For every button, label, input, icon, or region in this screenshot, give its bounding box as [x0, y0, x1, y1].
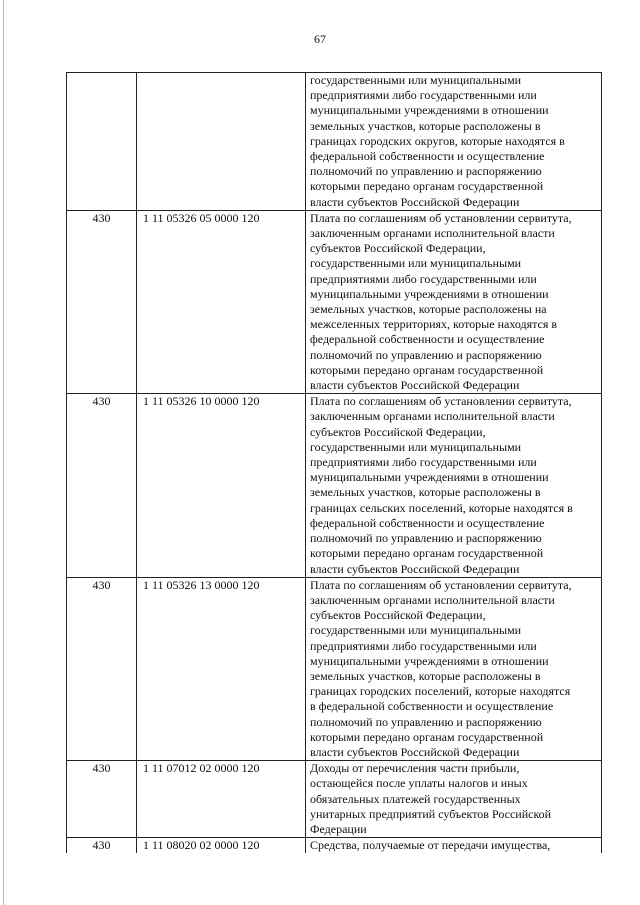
- kbk-code-cell: [137, 73, 306, 211]
- revenue-name-line: Плата по соглашениям об установлении сервитута,: [310, 394, 572, 409]
- revenue-name-line: власти субъектов Российской Федерации: [310, 744, 520, 759]
- revenue-name-line: которыми передано органам государственной: [310, 362, 544, 377]
- revenue-name-line: границах сельских поселений, которые находятся в: [310, 500, 573, 515]
- admin-code-cell: 430: [67, 577, 137, 760]
- revenue-name-line: Доходы от перечисления части прибыли,: [310, 761, 520, 776]
- revenue-name-line: полномочий по управлению и распоряжению: [310, 531, 542, 546]
- revenue-name-line: заключенным органами исполнительной власти: [310, 592, 555, 607]
- table-row: [67, 73, 602, 211]
- revenue-classification-table: [66, 72, 602, 853]
- revenue-name-line: муниципальными учреждениями в отношении: [310, 470, 549, 485]
- kbk-code-cell: 1 11 05326 10 0000 120: [137, 394, 306, 577]
- table-row: [67, 761, 602, 838]
- revenue-name-line: предприятиями либо государственными или: [310, 455, 537, 470]
- revenue-name-line: полномочий по управлению и распоряжению: [310, 164, 542, 179]
- revenue-name-cell: [306, 838, 602, 854]
- revenue-name-line: власти субъектов Российской Федерации: [310, 194, 520, 209]
- revenue-name-line: государственными или муниципальными: [310, 256, 522, 271]
- table-row: [67, 838, 602, 854]
- revenue-name-line: межселенных территориях, которые находятся в: [310, 317, 558, 332]
- revenue-name-line: муниципальными учреждениями в отношении: [310, 286, 549, 301]
- revenue-name-line: унитарных предприятий субъектов Российской: [310, 806, 552, 821]
- revenue-name-line: муниципальными учреждениями в отношении: [310, 103, 549, 118]
- revenue-name-cell: [306, 73, 602, 211]
- admin-code-cell: 430: [67, 394, 137, 577]
- revenue-name-cell: [306, 210, 602, 393]
- table-row: [67, 577, 602, 760]
- revenue-name-line: заключенным органами исполнительной власти: [310, 409, 555, 424]
- revenue-name-line: земельных участков, которые расположены на: [310, 302, 547, 317]
- revenue-name-line: Плата по соглашениям об установлении сервитута,: [310, 210, 572, 225]
- revenue-name-line: федеральной собственности и осуществление: [310, 332, 545, 347]
- revenue-name-line: Плата по соглашениям об установлении сервитута,: [310, 577, 572, 592]
- revenue-name-line: предприятиями либо государственными или: [310, 88, 537, 103]
- page-number: 67: [314, 32, 326, 46]
- revenue-name-line: государственными или муниципальными: [310, 439, 522, 454]
- revenue-name-line: в федеральной собственности и осуществление: [310, 699, 554, 714]
- revenue-name-line: земельных участков, которые расположены в: [310, 668, 541, 683]
- revenue-name-line: заключенным органами исполнительной власти: [310, 226, 555, 241]
- revenue-name-line: субъектов Российской Федерации,: [310, 241, 486, 256]
- admin-code-cell: [67, 73, 137, 211]
- revenue-name-line: федеральной собственности и осуществление: [310, 149, 545, 164]
- revenue-name-line: Средства, получаемые от передачи имущества,: [310, 838, 551, 853]
- table-row: [67, 210, 602, 393]
- revenue-name-line: которыми передано органам государственной: [310, 179, 544, 194]
- revenue-name-line: остающейся после уплаты налогов и иных: [310, 776, 528, 791]
- revenue-name-line: земельных участков, которые расположены в: [310, 118, 541, 133]
- admin-code-cell: 430: [67, 210, 137, 393]
- revenue-name-line: которыми передано органам государственной: [310, 729, 544, 744]
- revenue-name-line: государственными или муниципальными: [310, 623, 522, 638]
- admin-code-cell: 430: [67, 761, 137, 838]
- revenue-name-line: субъектов Российской Федерации,: [310, 608, 486, 623]
- revenue-name-line: полномочий по управлению и распоряжению: [310, 714, 542, 729]
- revenue-name-cell: [306, 577, 602, 760]
- revenue-name-cell: [306, 761, 602, 838]
- revenue-name-line: власти субъектов Российской Федерации: [310, 561, 520, 576]
- revenue-name-line: федеральной собственности и осуществление: [310, 515, 545, 530]
- kbk-code-cell: 1 11 05326 13 0000 120: [137, 577, 306, 760]
- revenue-name-cell: [306, 394, 602, 577]
- revenue-name-line: предприятиями либо государственными или: [310, 638, 537, 653]
- revenue-name-line: предприятиями либо государственными или: [310, 271, 537, 286]
- kbk-code-cell: 1 11 07012 02 0000 120: [137, 761, 306, 838]
- revenue-name-line: которыми передано органам государственной: [310, 546, 544, 561]
- revenue-name-line: земельных участков, которые расположены в: [310, 485, 541, 500]
- admin-code-cell: 430: [67, 838, 137, 854]
- revenue-name-line: власти субъектов Российской Федерации: [310, 378, 520, 393]
- revenue-name-line: субъектов Российской Федерации,: [310, 424, 486, 439]
- revenue-name-line: полномочий по управлению и распоряжению: [310, 347, 542, 362]
- scan-margin-line: [3, 0, 4, 905]
- revenue-name-line: государственными или муниципальными: [310, 73, 522, 87]
- kbk-code-cell: 1 11 08020 02 0000 120: [137, 838, 306, 854]
- kbk-code-cell: 1 11 05326 05 0000 120: [137, 210, 306, 393]
- revenue-name-line: границах городских поселений, которые находятся: [310, 684, 571, 699]
- table-body: [67, 73, 602, 854]
- revenue-name-line: обязательных платежей государственных: [310, 791, 521, 806]
- revenue-name-line: границах городских округов, которые находятся в: [310, 133, 565, 148]
- table-row: [67, 394, 602, 577]
- revenue-name-line: муниципальными учреждениями в отношении: [310, 653, 549, 668]
- revenue-name-line: Федерации: [310, 821, 367, 836]
